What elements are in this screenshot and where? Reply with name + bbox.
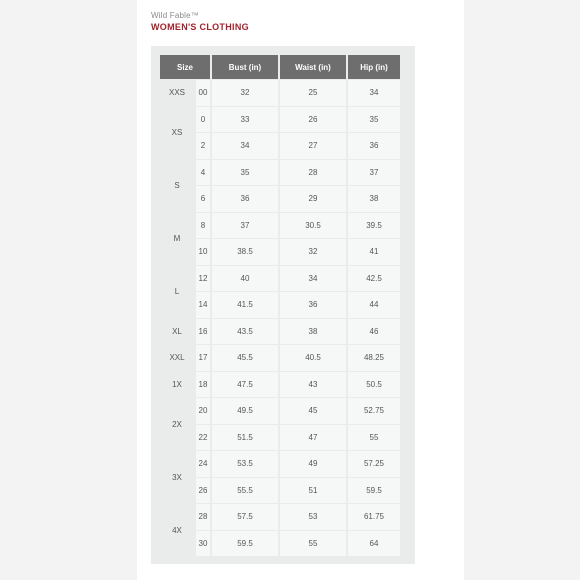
waist-cell: 55	[280, 531, 346, 557]
numeric-size-cell: 0	[196, 107, 210, 133]
waist-cell: 30.5	[280, 213, 346, 239]
numeric-size-cell: 4	[196, 160, 210, 186]
numeric-size-cell: 18	[196, 372, 210, 398]
bust-cell: 36	[212, 186, 278, 212]
table-row	[160, 133, 400, 159]
waist-cell: 28	[280, 160, 346, 186]
table-row	[160, 160, 400, 186]
bust-cell: 35	[212, 160, 278, 186]
size-label-cell: XXL	[160, 345, 194, 371]
size-label-cell: XL	[160, 319, 194, 345]
numeric-size-cell: 24	[196, 451, 210, 477]
hip-cell: 37	[348, 160, 400, 186]
bust-cell: 34	[212, 133, 278, 159]
hip-cell: 48.25	[348, 345, 400, 371]
bust-cell: 51.5	[212, 425, 278, 451]
numeric-size-cell: 26	[196, 478, 210, 504]
table-row	[160, 425, 400, 451]
hip-cell: 55	[348, 425, 400, 451]
numeric-size-cell: 14	[196, 292, 210, 318]
bust-cell: 33	[212, 107, 278, 133]
numeric-size-cell: 2	[196, 133, 210, 159]
brand-name: Wild Fable™	[151, 11, 199, 20]
waist-cell: 29	[280, 186, 346, 212]
table-row	[160, 504, 400, 530]
table-row	[160, 239, 400, 265]
hip-cell: 42.5	[348, 266, 400, 292]
hip-cell: 34	[348, 80, 400, 106]
size-chart-page	[137, 0, 464, 580]
table-row	[160, 107, 400, 133]
waist-cell: 38	[280, 319, 346, 345]
waist-cell: 32	[280, 239, 346, 265]
bust-cell: 43.5	[212, 319, 278, 345]
bust-cell: 38.5	[212, 239, 278, 265]
bust-cell: 57.5	[212, 504, 278, 530]
bust-cell: 53.5	[212, 451, 278, 477]
hip-cell: 35	[348, 107, 400, 133]
table-row	[160, 213, 400, 239]
size-table	[158, 54, 402, 557]
numeric-size-cell: 10	[196, 239, 210, 265]
hip-cell: 57.25	[348, 451, 400, 477]
hip-cell: 61.75	[348, 504, 400, 530]
numeric-size-cell: 8	[196, 213, 210, 239]
hip-cell: 64	[348, 531, 400, 557]
table-row	[160, 266, 400, 292]
bust-cell: 55.5	[212, 478, 278, 504]
numeric-size-cell: 12	[196, 266, 210, 292]
hip-cell: 44	[348, 292, 400, 318]
hip-cell: 50.5	[348, 372, 400, 398]
size-label-cell: XS	[160, 107, 194, 159]
size-label-cell: 4X	[160, 504, 194, 556]
size-table-panel	[151, 46, 415, 564]
table-row	[160, 451, 400, 477]
waist-cell: 49	[280, 451, 346, 477]
bust-cell: 59.5	[212, 531, 278, 557]
column-header-size: Size	[160, 55, 210, 79]
hip-cell: 52.75	[348, 398, 400, 424]
size-label-cell: 1X	[160, 372, 194, 398]
numeric-size-cell: 6	[196, 186, 210, 212]
table-row	[160, 398, 400, 424]
size-label-cell: L	[160, 266, 194, 318]
hip-cell: 46	[348, 319, 400, 345]
waist-cell: 43	[280, 372, 346, 398]
numeric-size-cell: 22	[196, 425, 210, 451]
bust-cell: 37	[212, 213, 278, 239]
hip-cell: 41	[348, 239, 400, 265]
table-row	[160, 292, 400, 318]
waist-cell: 53	[280, 504, 346, 530]
bust-cell: 47.5	[212, 372, 278, 398]
table-row	[160, 345, 400, 371]
bust-cell: 32	[212, 80, 278, 106]
hip-cell: 36	[348, 133, 400, 159]
size-table-body	[160, 80, 400, 556]
size-label-cell: S	[160, 160, 194, 212]
bust-cell: 49.5	[212, 398, 278, 424]
waist-cell: 25	[280, 80, 346, 106]
table-row	[160, 319, 400, 345]
bust-cell: 45.5	[212, 345, 278, 371]
category-title: WOMEN'S CLOTHING	[151, 22, 249, 32]
numeric-size-cell: 28	[196, 504, 210, 530]
table-row	[160, 186, 400, 212]
waist-cell: 34	[280, 266, 346, 292]
table-row	[160, 372, 400, 398]
bust-cell: 40	[212, 266, 278, 292]
column-header-bust: Bust (in)	[212, 55, 278, 79]
hip-cell: 39.5	[348, 213, 400, 239]
column-header-hip: Hip (in)	[348, 55, 400, 79]
table-row	[160, 531, 400, 557]
bust-cell: 41.5	[212, 292, 278, 318]
column-header-waist: Waist (in)	[280, 55, 346, 79]
table-row	[160, 478, 400, 504]
numeric-size-cell: 17	[196, 345, 210, 371]
hip-cell: 59.5	[348, 478, 400, 504]
waist-cell: 45	[280, 398, 346, 424]
waist-cell: 40.5	[280, 345, 346, 371]
numeric-size-cell: 20	[196, 398, 210, 424]
waist-cell: 47	[280, 425, 346, 451]
waist-cell: 27	[280, 133, 346, 159]
numeric-size-cell: 30	[196, 531, 210, 557]
hip-cell: 38	[348, 186, 400, 212]
numeric-size-cell: 00	[196, 80, 210, 106]
waist-cell: 26	[280, 107, 346, 133]
waist-cell: 51	[280, 478, 346, 504]
size-label-cell: 3X	[160, 451, 194, 503]
table-row	[160, 80, 400, 106]
table-header-row	[160, 55, 400, 79]
size-label-cell: M	[160, 213, 194, 265]
size-label-cell: 2X	[160, 398, 194, 450]
numeric-size-cell: 16	[196, 319, 210, 345]
waist-cell: 36	[280, 292, 346, 318]
size-label-cell: XXS	[160, 80, 194, 106]
